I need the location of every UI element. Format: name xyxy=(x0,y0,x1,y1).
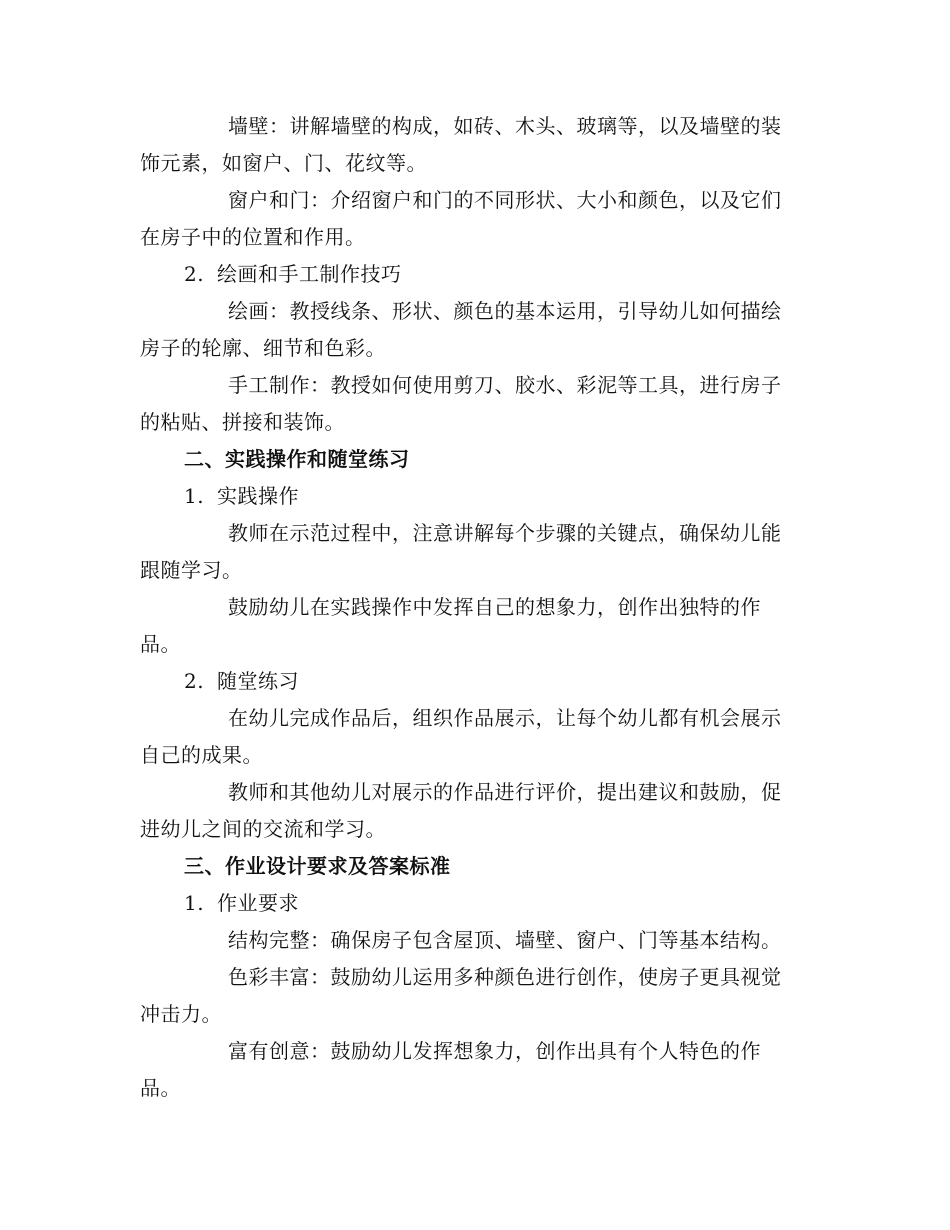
list-number: 1. xyxy=(184,484,205,508)
list-item-label: 绘画和手工制作技巧 xyxy=(217,262,402,286)
list-item-drawing-crafts xyxy=(140,256,800,293)
list-item-label: 实践操作 xyxy=(217,484,299,508)
list-item-practice xyxy=(140,478,800,515)
paragraph-structure-complete: 结构完整：确保房子包含屋顶、墙壁、窗户、门等基本结构。 xyxy=(228,928,782,952)
paragraph-evaluation: 教师和其他幼儿对展示的作品进行评价，提出建议和鼓励，促进幼儿之间的交流和学习。 xyxy=(140,780,782,841)
list-number: 2. xyxy=(184,262,205,286)
paragraph-rich-colors: 色彩丰富：鼓励幼儿运用多种颜色进行创作，使房子更具视觉冲击力。 xyxy=(140,965,782,1026)
list-number: 2. xyxy=(184,669,205,693)
paragraph-exhibition: 在幼儿完成作品后，组织作品展示，让每个幼儿都有机会展示自己的成果。 xyxy=(140,706,782,767)
section-heading-practice: 二、实践操作和随堂练习 xyxy=(184,447,410,471)
list-item-classroom-exercise xyxy=(140,663,800,700)
paragraph-handcraft: 手工制作：教授如何使用剪刀、胶水、彩泥等工具，进行房子的粘贴、拼接和装饰。 xyxy=(140,373,782,434)
list-item-label: 随堂练习 xyxy=(217,669,299,693)
section-heading-homework: 三、作业设计要求及答案标准 xyxy=(184,854,451,878)
paragraph-teacher-demo: 教师在示范过程中，注意讲解每个步骤的关键点，确保幼儿能跟随学习。 xyxy=(140,521,782,582)
paragraph-creativity: 富有创意：鼓励幼儿发挥想象力，创作出具有个人特色的作品。 xyxy=(140,1039,761,1100)
paragraph-encourage-imagination: 鼓励幼儿在实践操作中发挥自己的想象力，创作出独特的作品。 xyxy=(140,595,761,656)
document-body xyxy=(140,108,800,1107)
paragraph-walls: 墙壁：讲解墙壁的构成，如砖、木头、玻璃等，以及墙壁的装饰元素，如窗户、门、花纹等。 xyxy=(140,114,782,175)
list-item-label: 作业要求 xyxy=(217,891,299,915)
list-number: 1. xyxy=(184,891,205,915)
paragraph-windows-doors: 窗户和门：介绍窗户和门的不同形状、大小和颜色，以及它们在房子中的位置和作用。 xyxy=(140,188,782,249)
paragraph-drawing: 绘画：教授线条、形状、颜色的基本运用，引导幼儿如何描绘房子的轮廓、细节和色彩。 xyxy=(140,299,782,360)
list-item-homework-requirements xyxy=(140,885,800,922)
